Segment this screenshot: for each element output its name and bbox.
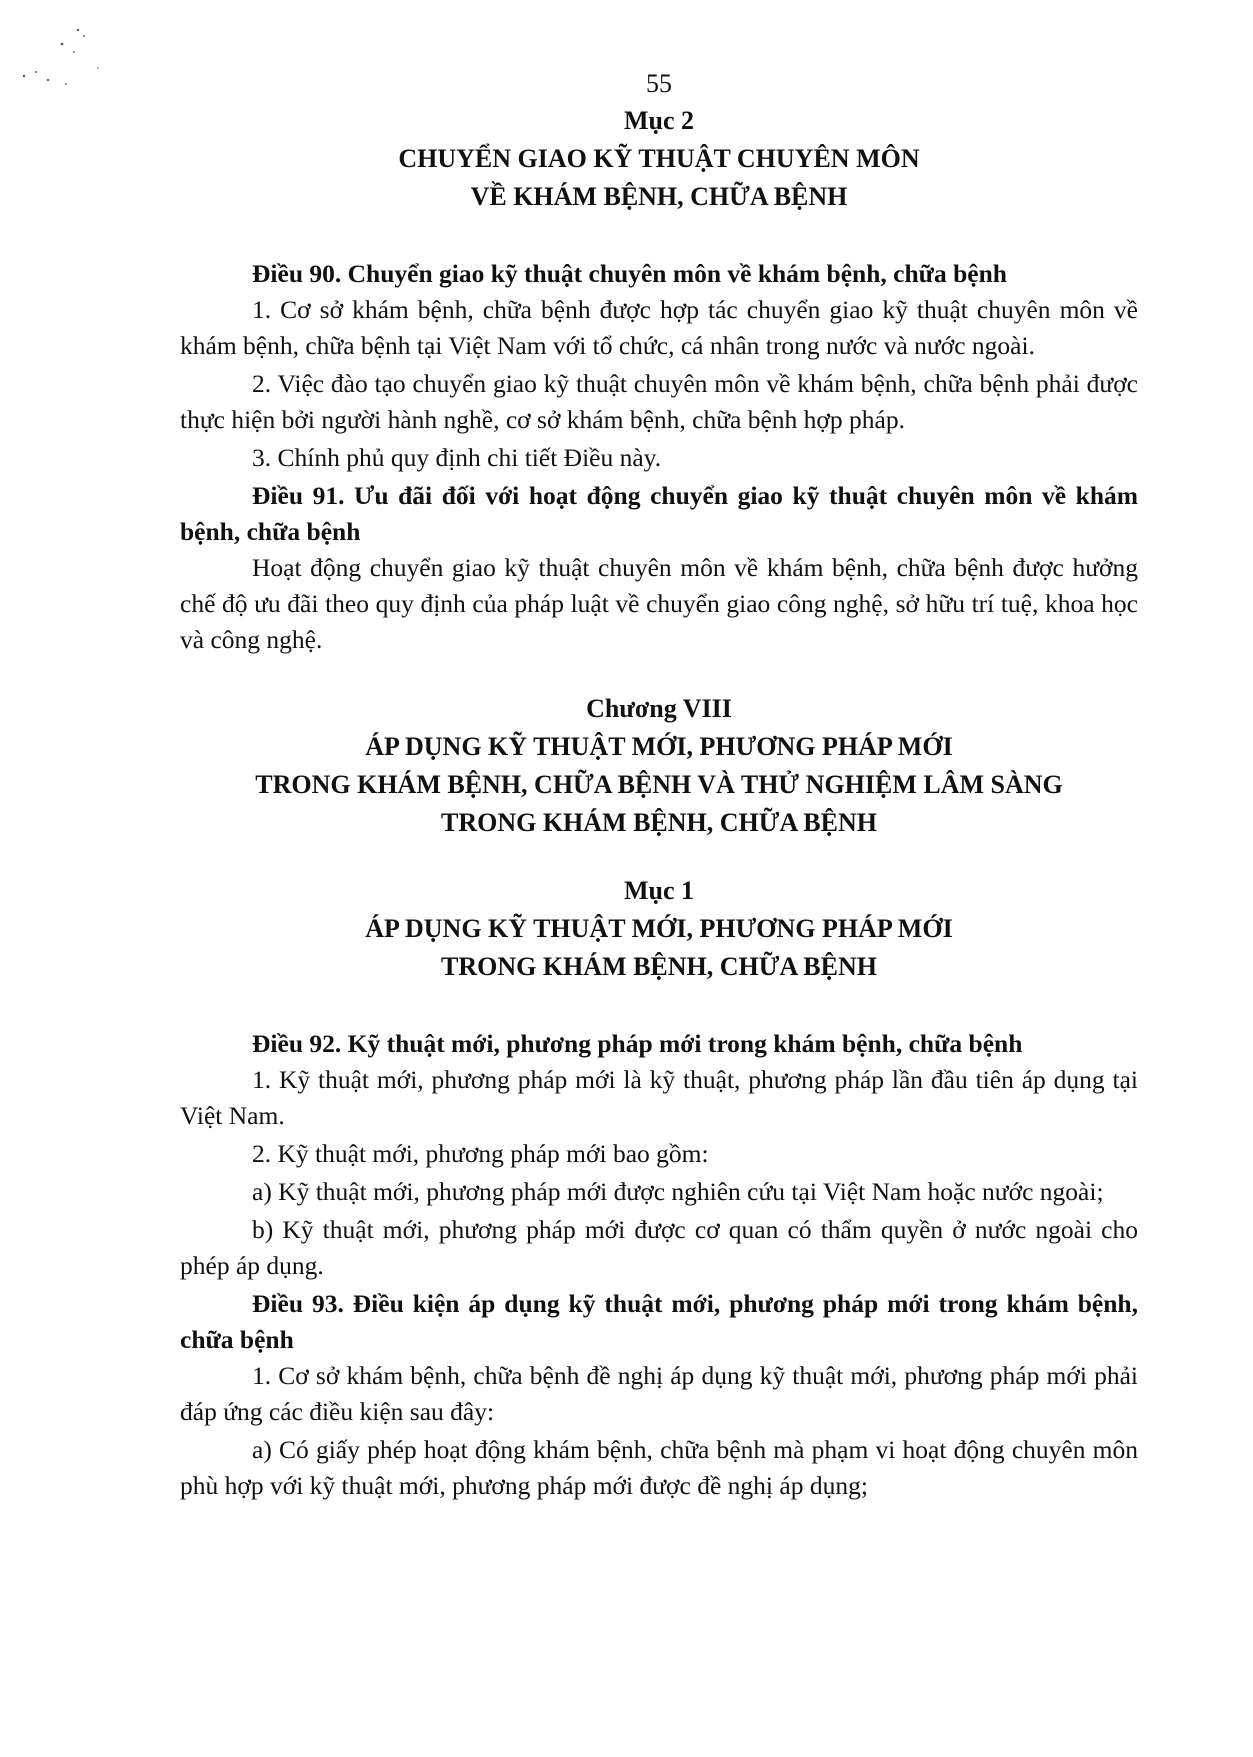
article-title: Điều 93. Điều kiện áp dụng kỹ thuật mới, phương pháp mới trong khám bệnh, chữa bệnh (180, 1289, 1138, 1354)
article-paragraph: 1. Cơ sở khám bệnh, chữa bệnh được hợp tác chuyển giao kỹ thuật chuyên môn về khám bệnh, chữa bệnh tại Việt Nam với tổ chức, cá nhân trong nước và nước ngoài. (180, 295, 1138, 360)
article-91 (180, 478, 1138, 658)
section-title-line: CHUYỂN GIAO KỸ THUẬT CHUYÊN MÔN (398, 144, 920, 173)
chapter-title-line: TRONG KHÁM BỆNH, CHỮA BỆNH VÀ THỬ NGHIỆM LÂM SÀNG (255, 770, 1063, 799)
article-paragraph: a) Có giấy phép hoạt động khám bệnh, chữa bệnh mà phạm vi hoạt động chuyên môn phù hợp với kỹ thuật mới, phương pháp mới được đề nghị áp dụng; (180, 1435, 1138, 1500)
article-paragraph: 1. Kỹ thuật mới, phương pháp mới là kỹ thuật, phương pháp lần đầu tiên áp dụng tại Việt Nam. (180, 1065, 1138, 1130)
article-paragraph: Hoạt động chuyển giao kỹ thuật chuyên môn về khám bệnh, chữa bệnh được hưởng chế độ ưu đãi theo quy định của pháp luật về chuyển giao công nghệ, sở hữu trí tuệ, khoa học và công nghệ. (180, 553, 1138, 654)
section-2-heading (180, 102, 1138, 216)
article-paragraph: a) Kỹ thuật mới, phương pháp mới được nghiên cứu tại Việt Nam hoặc nước ngoài; (252, 1177, 1104, 1206)
chapter-title-line: TRONG KHÁM BỆNH, CHỮA BỆNH (440, 808, 877, 837)
section-label: Mục 2 (623, 106, 695, 135)
article-paragraph: 2. Kỹ thuật mới, phương pháp mới bao gồm: (252, 1139, 709, 1168)
article-paragraph: 1. Cơ sở khám bệnh, chữa bệnh đề nghị áp dụng kỹ thuật mới, phương pháp mới phải đáp ứng các điều kiện sau đây: (180, 1361, 1138, 1426)
chapter-label: Chương VIII (586, 694, 732, 723)
page-number: 55 (646, 69, 672, 98)
chapter-8-heading (180, 690, 1138, 842)
section-title-line: TRONG KHÁM BỆNH, CHỮA BỆNH (440, 952, 877, 981)
article-title: Điều 90. Chuyển giao kỹ thuật chuyên môn về khám bệnh, chữa bệnh (252, 259, 1007, 288)
scan-speckle-marks (14, 24, 124, 94)
article-90 (180, 256, 1138, 476)
section-title-line: ÁP DỤNG KỸ THUẬT MỚI, PHƯƠNG PHÁP MỚI (365, 914, 953, 943)
article-92 (180, 1026, 1138, 1284)
article-93 (180, 1286, 1138, 1504)
article-paragraph: b) Kỹ thuật mới, phương pháp mới được cơ quan có thẩm quyền ở nước ngoài cho phép áp dụng. (180, 1215, 1138, 1280)
article-paragraph: 2. Việc đào tạo chuyển giao kỹ thuật chuyên môn về khám bệnh, chữa bệnh phải được thực hiện bởi người hành nghề, cơ sở khám bệnh, chữa bệnh hợp pháp. (180, 369, 1138, 434)
article-paragraph: 3. Chính phủ quy định chi tiết Điều này. (252, 443, 662, 472)
section-1-heading (180, 872, 1138, 986)
chapter-title-line: ÁP DỤNG KỸ THUẬT MỚI, PHƯƠNG PHÁP MỚI (365, 732, 953, 761)
section-label: Mục 1 (623, 876, 695, 905)
article-title: Điều 92. Kỹ thuật mới, phương pháp mới trong khám bệnh, chữa bệnh (252, 1029, 1023, 1058)
article-title: Điều 91. Ưu đãi đối với hoạt động chuyển giao kỹ thuật chuyên môn về khám bệnh, chữa bệnh (180, 481, 1138, 546)
document-page (180, 68, 1138, 1506)
section-title-line: VỀ KHÁM BỆNH, CHỮA BỆNH (470, 182, 848, 211)
